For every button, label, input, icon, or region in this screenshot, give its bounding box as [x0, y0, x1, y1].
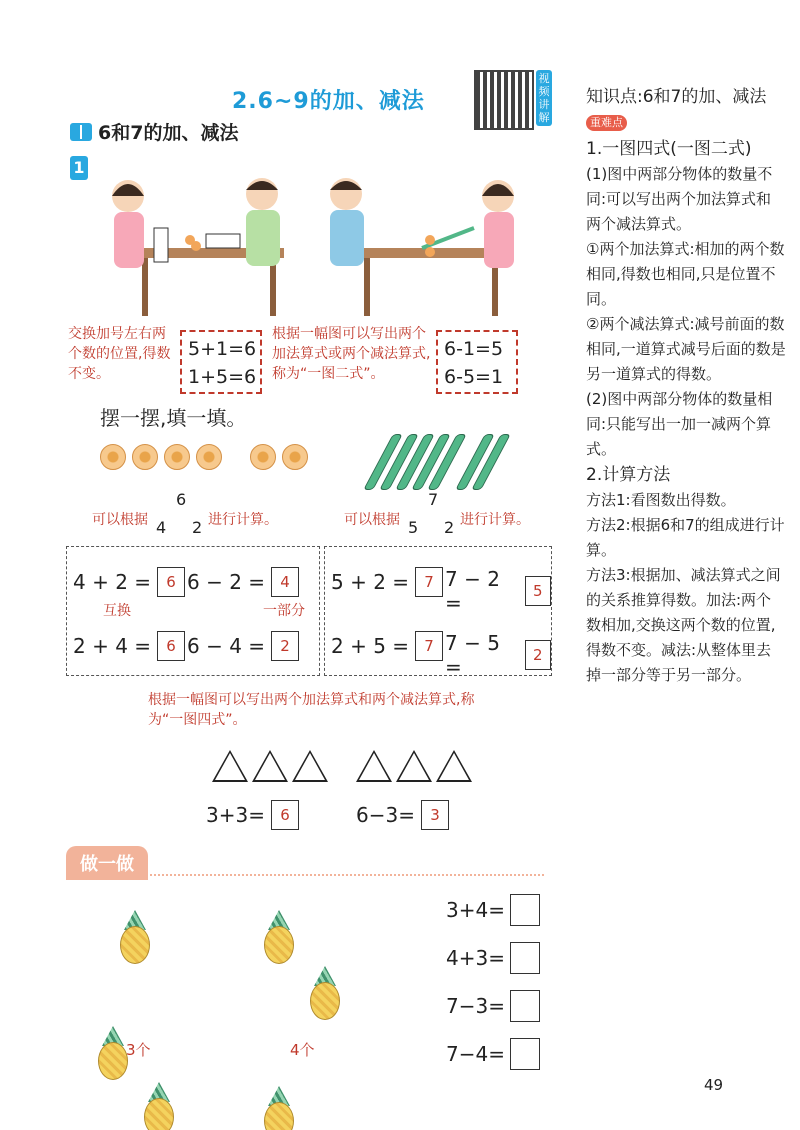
triangle-icon — [436, 750, 472, 782]
answer-box[interactable]: 2 — [525, 640, 551, 670]
flower-icon — [250, 444, 276, 470]
practice-equation-row: 3+4= — [446, 886, 540, 934]
summary-note-one-picture-four-equations: 根据一幅图可以写出两个加法算式和两个减法算式,称为“一图四式”。 — [148, 692, 475, 728]
equation-row: 7 − 2 = 5 — [445, 567, 551, 615]
section-subtitle — [70, 118, 238, 145]
practice-equations — [446, 886, 540, 1078]
activity-prompt: 摆一摆,填一填。 — [100, 406, 247, 430]
flower-icon — [164, 444, 190, 470]
key-point-badge: 重难点 — [586, 115, 627, 131]
pineapple-count-four: 4个 — [290, 1041, 315, 1059]
sidebar-paragraph: (2)图中两部分物体的数量相同:只能写出一加一减两个算式。 — [586, 390, 773, 458]
practice-answer-box[interactable] — [510, 894, 540, 926]
composition-part-4: 4 — [156, 518, 167, 537]
practice-tab: 做一做 — [66, 846, 148, 880]
girl-right-body — [484, 212, 514, 268]
triangle-icon — [356, 750, 392, 782]
triangle-icon — [252, 750, 288, 782]
knowledge-sidebar — [586, 84, 786, 688]
practice-equation-row: 7−4= — [446, 1030, 540, 1078]
sidebar-paragraph: 方法2:根据6和7的组成进行计算。 — [586, 516, 785, 559]
answer-box[interactable]: 6 — [157, 631, 185, 661]
answer-box[interactable]: 5 — [525, 576, 551, 606]
composition-whole-7: 7 — [428, 490, 439, 509]
sidebar-section-1-title: 1.一图四式(一图二式) — [586, 139, 752, 159]
equation-card-subtraction — [436, 330, 518, 394]
sidebar-section-2-title: 2.计算方法 — [586, 465, 671, 485]
girl-left-body — [114, 212, 144, 268]
note-one-picture-two-equations: 根据一幅图可以写出两个加法算式或两个减法算式,称为“一图二式”。 — [272, 326, 431, 382]
triangle-equation-sub: 6−3= 3 — [356, 800, 449, 830]
book-icon — [70, 123, 92, 141]
practice-equation-row: 4+3= — [446, 934, 540, 982]
practice-answer-box[interactable] — [510, 942, 540, 974]
composition-part-5: 5 — [408, 518, 419, 537]
composition-part-2b: 2 — [444, 518, 455, 537]
answer-box[interactable]: 7 — [415, 567, 443, 597]
pineapple-icon — [118, 910, 152, 966]
video-explain-label[interactable]: 视频讲解 — [536, 70, 552, 126]
sidebar-paragraph: 方法3:根据加、减法算式之间的关系推算得数。加法:两个数相加,交换这两个数的位置,得数不变。减法:从整体里去掉一部分等于另一部分。 — [586, 566, 781, 684]
card-on-table — [154, 228, 168, 262]
answer-box[interactable]: 6 — [157, 567, 185, 597]
answer-box[interactable]: 6 — [271, 800, 299, 830]
flower-icon — [282, 444, 308, 470]
answer-box[interactable]: 3 — [421, 800, 449, 830]
card-eq-2: 1+5=6 — [188, 366, 257, 388]
answer-box[interactable]: 4 — [271, 567, 299, 597]
swap-label: 互换 — [103, 603, 131, 619]
triangle-icon — [396, 750, 432, 782]
equation-row: 2 + 4 = 6 — [73, 631, 185, 661]
composition-part-2: 2 — [192, 518, 203, 537]
answer-box[interactable]: 2 — [271, 631, 299, 661]
boy-right-body — [330, 210, 364, 266]
sidebar-paragraph: ②两个减法算式:减号前面的数相同,一道算式减号后面的数是另一道算式的得数。 — [586, 315, 786, 383]
page-number: 49 — [704, 1076, 724, 1094]
example-number-badge: 1 — [70, 156, 88, 180]
composition-note-left: 可以根据 6 4 2 进行计算。 — [92, 490, 278, 537]
practice-divider — [66, 874, 544, 876]
equation-card-addition — [180, 330, 262, 394]
card-eq-3: 6-1=5 — [444, 338, 504, 360]
stick-group — [378, 434, 496, 490]
flower-icon — [196, 444, 222, 470]
equation-row: 2 + 5 = 7 — [331, 631, 443, 661]
equation-row: 6 − 2 = 4 — [187, 567, 299, 597]
triangle-icon — [212, 750, 248, 782]
equation-row: 6 − 4 = 2 — [187, 631, 299, 661]
practice-answer-box[interactable] — [510, 990, 540, 1022]
pineapple-icon — [142, 1082, 176, 1130]
triangle-icon — [292, 750, 328, 782]
part-label: 一部分 — [263, 603, 305, 619]
composition-note-right: 可以根据 7 5 2 进行计算。 — [344, 490, 530, 537]
triangle-equation-add: 3+3= 6 — [206, 800, 299, 830]
answer-box[interactable]: 7 — [415, 631, 443, 661]
pineapple-icon — [262, 910, 296, 966]
section-subtitle-text: 6和7的加、减法 — [98, 122, 239, 144]
practice-equation-row: 7−3= — [446, 982, 540, 1030]
pineapple-icon — [96, 1026, 130, 1082]
equation-row: 5 + 2 = 7 — [331, 567, 443, 597]
qr-code[interactable] — [474, 70, 534, 130]
pineapple-count-three: 3个 — [126, 1041, 151, 1059]
children-table-illustration — [94, 168, 544, 318]
pineapple-icon — [308, 966, 342, 1022]
flower-icon — [132, 444, 158, 470]
equation-panel-seven — [324, 546, 552, 679]
boy-left-body — [246, 210, 280, 266]
sidebar-paragraph: (1)图中两部分物体的数量不同:可以写出两个加法算式和两个减法算式。 — [586, 165, 773, 233]
page-title: 2.6~9的加、减法 — [232, 89, 425, 114]
pineapple-group-four — [256, 910, 366, 1040]
card-eq-1: 5+1=6 — [188, 338, 257, 360]
pineapple-group-three — [90, 910, 200, 1040]
sidebar-paragraph: 方法1:看图数出得数。 — [586, 491, 736, 509]
triangle-group — [212, 750, 472, 782]
equation-row: 7 − 5 = 2 — [445, 631, 551, 679]
equation-panel-six — [66, 546, 320, 676]
flower-icon — [100, 444, 126, 470]
composition-whole-6: 6 — [176, 490, 187, 509]
note-swap-addends: 交换加号左右两个数的位置,得数不变。 — [68, 326, 171, 382]
sidebar-heading: 知识点:6和7的加、减法 重难点 — [586, 87, 767, 129]
card-eq-4: 6-5=1 — [444, 366, 504, 388]
sidebar-paragraph: ①两个加法算式:相加的两个数相同,得数也相同,只是位置不同。 — [586, 240, 785, 308]
pineapple-icon — [262, 1086, 296, 1130]
practice-answer-box[interactable] — [510, 1038, 540, 1070]
flower-group — [100, 444, 308, 470]
equation-row: 4 + 2 = 6 — [73, 567, 185, 597]
